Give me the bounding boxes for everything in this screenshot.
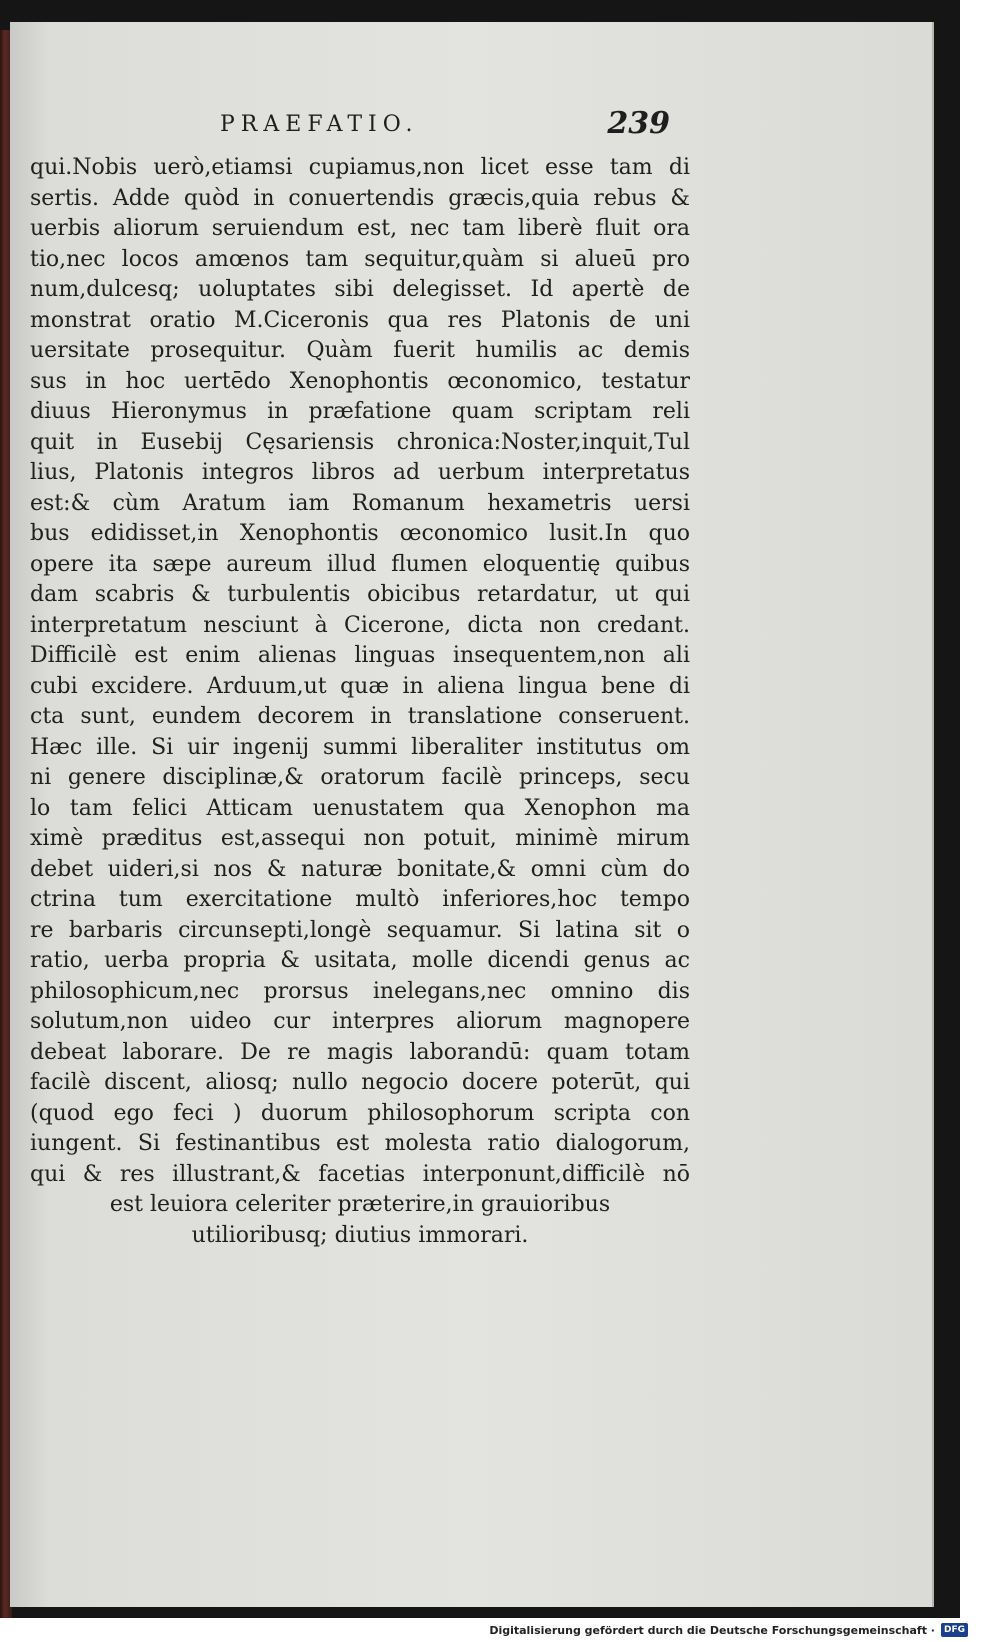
text-line: debet uideri,si nos & naturæ bonitate,& omni cùm do <box>30 856 690 882</box>
text-line: est leuiora celeriter præterire,in grauioribus <box>109 1192 611 1217</box>
running-head <box>220 106 670 146</box>
text-line: Hæc ille. Si uir ingenij summi liberaliter institutus om <box>30 734 690 760</box>
text-line: lo tam felici Atticam uenustatem qua Xenophon ma <box>30 795 690 821</box>
text-line: uerbis aliorum seruiendum est, nec tam liberè fluit ora <box>30 216 690 241</box>
text-line: ximè præditus est,assequi non potuit, minimè mirum <box>30 826 690 851</box>
text-line: Difficilè est enim alienas linguas insequentem,non ali <box>30 643 690 668</box>
text-line: lius, Platonis integros libros ad uerbum interpretatus <box>30 460 690 485</box>
text-line: sus in hoc uertēdo Xenophontis œconomico, testatur <box>30 368 690 394</box>
book-page <box>10 22 934 1607</box>
text-line: solutum,non uideo cur interpres aliorum magnopere <box>30 1009 690 1034</box>
text-line: cubi excidere. Arduum,ut quæ in aliena lingua bene di <box>30 673 690 699</box>
text-line: quit in Eusebij Cęsariensis chronica:Noster,inquit,Tul <box>30 429 690 455</box>
text-line: diuus Hieronymus in præfatione quam scriptam reli <box>30 399 690 424</box>
text-line: opere ita sæpe aureum illud flumen eloquentię quibus <box>30 551 690 577</box>
text-line: bus edidisset,in Xenophontis œconomico lusit.In quo <box>30 521 690 546</box>
footer-credit <box>489 1621 968 1639</box>
text-line: facilè discent, aliosq; nullo negocio docere poterūt, qui <box>30 1070 690 1095</box>
text-line: ni genere disciplinæ,& oratorum facilè princeps, secu <box>30 765 690 790</box>
dfg-logo: DFG <box>941 1623 968 1637</box>
text-line: qui.Nobis uerò,etiamsi cupiamus,non licet esse tam di <box>30 155 690 180</box>
footer-credit-text: Digitalisierung gefördert durch die Deutsche Forschungsgemeinschaft · <box>489 1623 935 1637</box>
running-title: PRAEFATIO. <box>220 112 419 137</box>
text-line: num,dulcesq; uoluptates sibi delegisset. Id apertè de <box>30 277 690 302</box>
text-line: ctrina tum exercitatione multò inferiores,hoc tempo <box>30 887 690 912</box>
text-line: philosophicum,nec prorsus inelegans,nec omnino dis <box>30 978 690 1004</box>
text-line: qui & res illustrant,& facetias interponunt,difficilè nō <box>30 1161 690 1187</box>
text-line: interpretatum nesciunt à Cicerone, dicta non credant. <box>30 612 690 638</box>
text-line: debeat laborare. De re magis laborandū: quam totam <box>30 1039 690 1065</box>
text-line: monstrat oratio M.Ciceronis qua res Platonis de uni <box>30 307 690 333</box>
body-text <box>30 153 690 1251</box>
text-line: tio,nec locos amœnos tam sequitur,quàm si alueū pro <box>30 246 690 272</box>
text-line: utilioribusq; diutius immorari. <box>191 1222 529 1248</box>
text-line: uersitate prosequitur. Quàm fuerit humilis ac demis <box>30 338 690 363</box>
text-line: iungent. Si festinantibus est molesta ratio dialogorum, <box>30 1131 690 1156</box>
text-line: cta sunt, eundem decorem in translatione conseruent. <box>30 704 690 729</box>
text-line: (quod ego feci ) duorum philosophorum scripta con <box>30 1100 690 1126</box>
text-line: sertis. Adde quòd in conuertendis græcis,quia rebus & <box>30 185 690 211</box>
text-line: ratio, uerba propria & usitata, molle dicendi genus ac <box>30 948 690 973</box>
text-line: re barbaris circunsepti,longè sequamur. Si latina sit o <box>30 917 690 943</box>
text-line: est:& cùm Aratum iam Romanum hexametris uersi <box>30 490 690 516</box>
page-number: 239 <box>607 106 670 141</box>
text-line: dam scabris & turbulentis obicibus retardatur, ut qui <box>30 582 690 607</box>
